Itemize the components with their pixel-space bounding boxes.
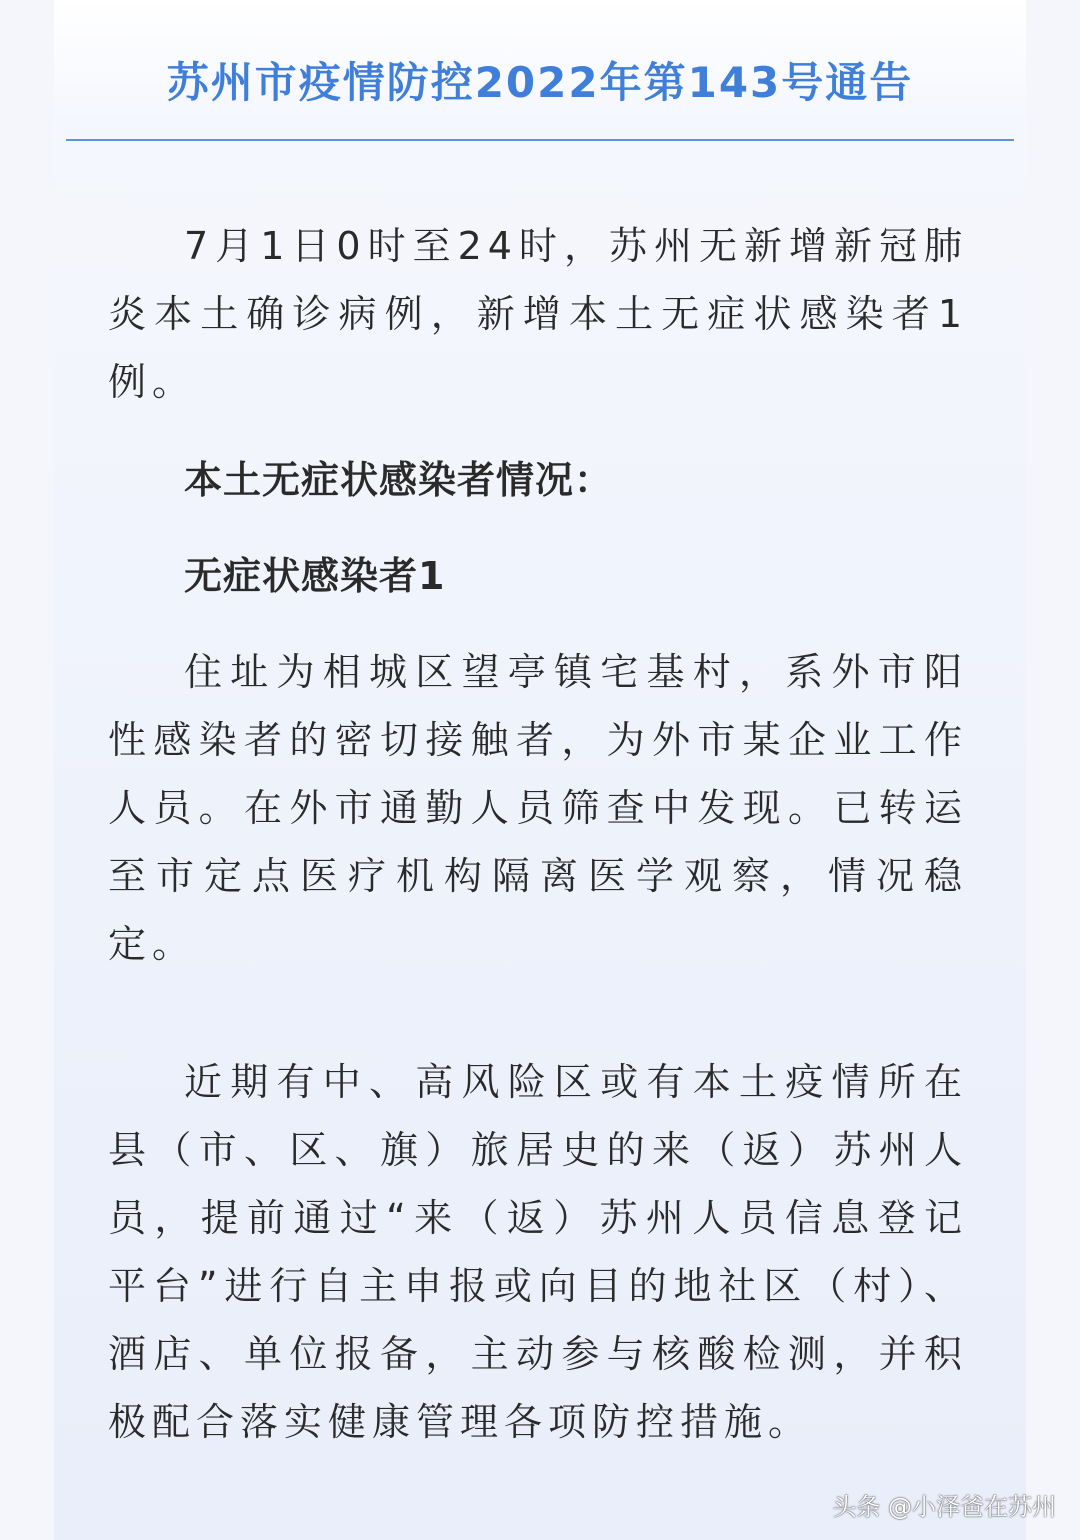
- paragraph-travel-notice: 近期有中、高风险区或有本土疫情所在县（市、区、旗）旅居史的来（返）苏州人员，提前通过“来（返）苏州人员信息登记平台”进行自主申报或向目的地社区（村）、酒店、单位报备，主动参与核酸检测，并积极配合落实健康管理各项防控措施。: [108, 1060, 968, 1444]
- source-watermark: 头条 @小泽爸在苏州: [832, 1493, 1056, 1521]
- title-divider: [66, 139, 1014, 141]
- notice-body: [108, 212, 968, 1456]
- section-heading: 本土无症状感染者情况：: [184, 458, 614, 502]
- notice-title: 苏州市疫情防控2022年第143号通告: [166, 58, 914, 107]
- paragraph-summary: 7月1日0时至24时，苏州无新增新冠肺炎本土确诊病例，新增本土无症状感染者1例。: [108, 224, 968, 404]
- paragraph-case-detail: 住址为相城区望亭镇宅基村，系外市阳性感染者的密切接触者，为外市某企业工作人员。在外市通勤人员筛查中发现。已转运至市定点医疗机构隔离医学观察，情况稳定。: [108, 650, 968, 966]
- case-heading: 无症状感染者1: [184, 554, 446, 598]
